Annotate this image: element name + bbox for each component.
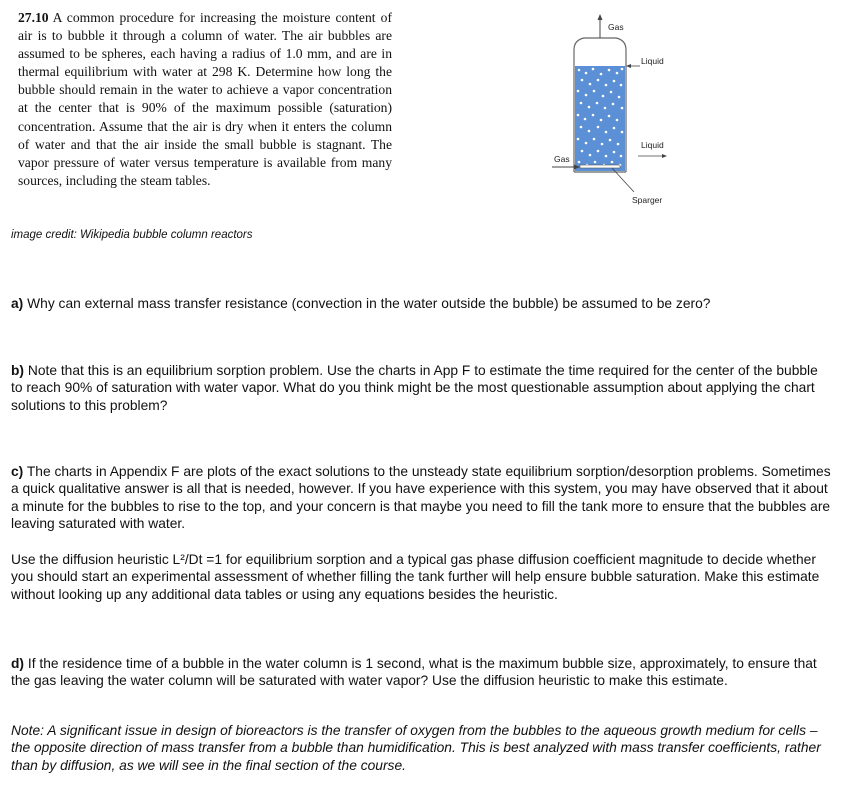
question-c-text: The charts in Appendix F are plots of the exact solutions to the unsteady state equilibrium sorption/desorption problems. Sometimes a quick qualitative answer is all that is needed, however. If you have experience with this system, you may have observed that it about a minute for the bubbles to rise to the top, and your concern is that maybe you need to fill the tank more to ensure that the bubbles are leaving saturated with water. [11,464,831,531]
question-d [11,655,833,690]
question-a-text: Why can external mass transfer resistance (convection in the water outside the bubble) be assumed to be zero? [27,296,711,311]
liquid-top-arrowhead [626,64,631,68]
question-c-label: c) [11,464,24,479]
question-b-text: Note that this is an equilibrium sorption problem. Use the charts in App F to estimate the time required for the center of the bubble to reach 90% of saturation with water vapor. What do you think might be the most questionable assumption about applying the chart solutions to this problem? [11,363,818,413]
problem-body: A common procedure for increasing the moisture content of air is to bubble it through a column of water. The air bubbles are assumed to be spheres, each having a radius of 1.0 mm, and are in thermal equilibrium with water at 298 K. Determine how long the bubble should remain in the water to achieve a vapor concentration at the center that is 90% of the maximum possible (saturation) concentration. Assume that the air is dry when it enters the column of water and that the air inside the small bubble is stagnant. The vapor pressure of water versus temperature is available from many sources, including the steam tables. [18,10,392,188]
gas-outlet-arrowhead [598,14,603,20]
question-c-heuristic [11,551,833,603]
question-a-label: a) [11,296,24,311]
question-b-label: b) [11,363,25,378]
image-credit: image credit: Wikipedia bubble column reactors [11,229,253,241]
liquid-region [575,66,625,171]
question-b [11,362,833,414]
question-d-label: d) [11,656,25,671]
label-liquid-mid: Liquid [641,140,664,150]
question-c [11,463,833,532]
label-gas-top: Gas [608,22,624,32]
question-d-text: If the residence time of a bubble in the water column is 1 second, what is the maximum bubble size, approximately, to ensure that the gas leaving the water column will be saturated with water vapor? Use the diffusion heuristic to make this estimate. [11,656,817,689]
bioreactor-note: Note: A significant issue in design of bioreactors is the transfer of oxygen from the bubbles to the aqueous growth medium for cells – the opposite direction of mass transfer from a bubble than humidification. This is best analyzed with mass transfer coefficients, rather than by diffusion, as we will see in the final section of the course. [11,723,821,773]
label-liquid-top: Liquid [641,56,664,66]
liquid-mid-arrowhead [662,154,667,158]
label-sparger: Sparger [632,195,663,205]
bubble-column-diagram [548,12,678,212]
question-a [11,295,833,312]
sparger-plate [580,165,620,168]
label-gas-inlet: Gas [554,154,570,164]
problem-number: 27.10 [18,10,49,25]
problem-statement [18,9,392,190]
question-c-text2: Use the diffusion heuristic L²/Dt =1 for equilibrium sorption and a typical gas phase diffusion coefficient magnitude to decide whether you should start an experimental assessment of whether filling the tank further will help ensure bubble saturation. Make this estimate without looking up any additional data tables or using any equations besides the heuristic. [11,552,820,602]
